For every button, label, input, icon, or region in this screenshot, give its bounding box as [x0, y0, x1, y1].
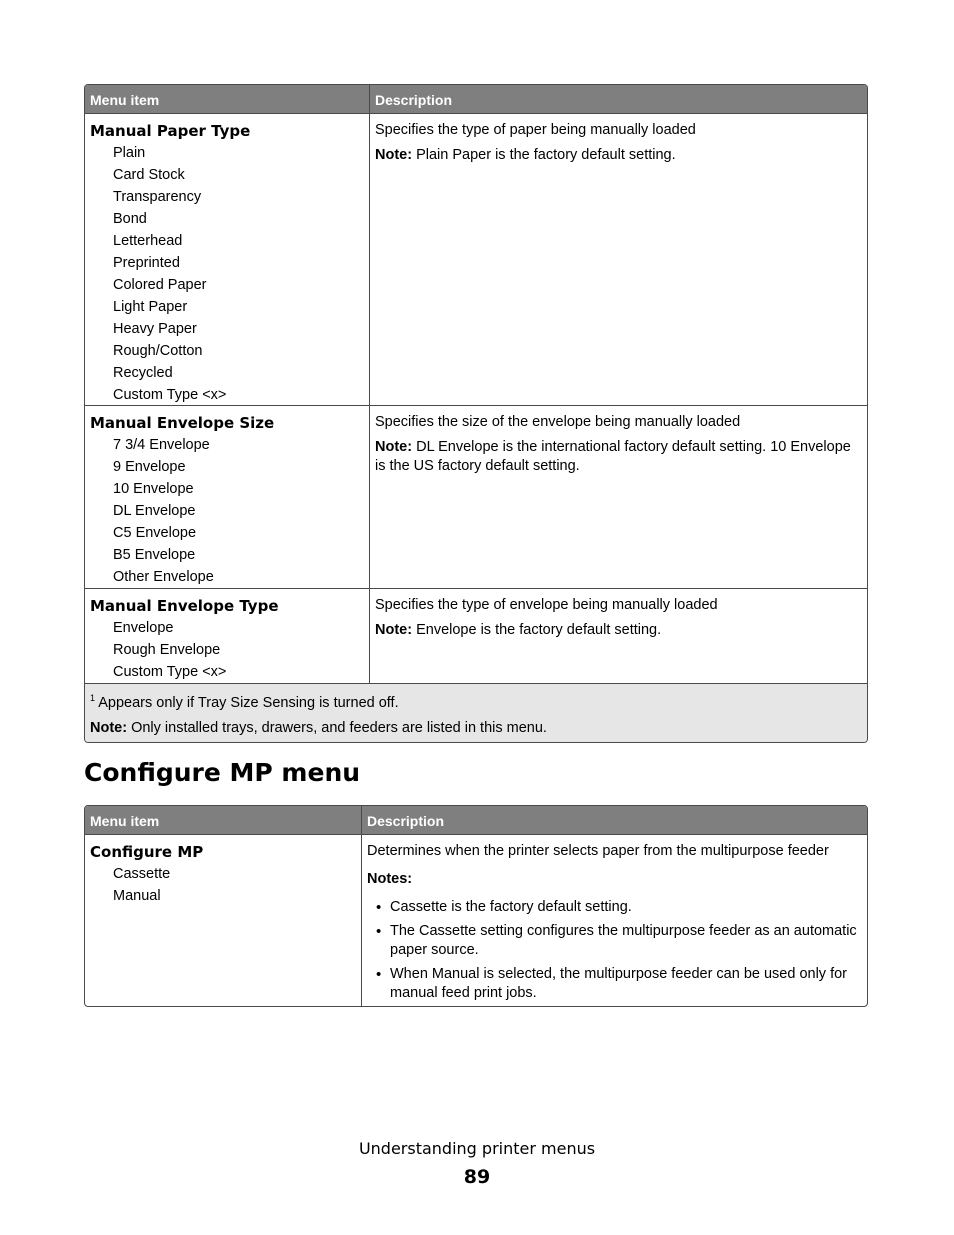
option: Rough/Cotton	[113, 343, 203, 359]
note-text: Plain Paper is the factory default setting.	[412, 147, 676, 163]
footnote-line	[90, 689, 862, 713]
description-text: Specifies the type of envelope being manually loaded	[375, 597, 718, 613]
note	[375, 146, 863, 165]
footer-title: Understanding printer menus	[358, 1139, 596, 1158]
option: 9 Envelope	[113, 459, 186, 475]
menu-item-cell	[85, 114, 370, 405]
option: Card Stock	[113, 167, 185, 183]
footnote-text: Appears only if Tray Size Sensing is turned off.	[95, 695, 399, 711]
menu-item-cell	[85, 406, 370, 588]
description-text: Specifies the type of paper being manually loaded	[375, 122, 696, 138]
table-row	[85, 588, 867, 683]
menu-item-title: Manual Envelope Type	[90, 597, 279, 615]
menu-item-cell	[85, 589, 370, 683]
header-menu-item: Menu item	[85, 806, 362, 834]
option: Bond	[113, 211, 147, 227]
table-row	[85, 405, 867, 588]
option: Other Envelope	[113, 569, 214, 585]
option: Colored Paper	[113, 277, 207, 293]
option: 7 3/4 Envelope	[113, 437, 210, 453]
description-cell	[370, 589, 867, 683]
notes-list	[367, 898, 863, 1003]
header-description: Description	[375, 92, 453, 108]
table-row	[85, 113, 867, 405]
menu-item-title: Manual Paper Type	[90, 122, 251, 140]
option: Custom Type <x>	[113, 664, 227, 680]
option: Envelope	[113, 620, 174, 636]
note	[375, 621, 863, 640]
note-label: Note:	[375, 439, 413, 455]
option: Rough Envelope	[113, 642, 221, 658]
description-cell	[370, 406, 867, 588]
option: Plain	[113, 145, 146, 161]
option: DL Envelope	[113, 503, 196, 519]
description-cell	[362, 835, 867, 1006]
option: Manual	[113, 888, 161, 904]
list-item: • The Cassette setting configures the multipurpose feeder as an automatic paper source.	[367, 922, 863, 960]
list-item: • When Manual is selected, the multipurpose feeder can be used only for manual feed print jobs.	[367, 965, 863, 1003]
menu-table-paper	[84, 84, 868, 743]
footnote-note	[90, 719, 862, 738]
option: 10 Envelope	[113, 481, 194, 497]
notes-label: Notes:	[367, 871, 413, 887]
menu-item-title: Configure MP	[90, 843, 204, 861]
note-text: Only installed trays, drawers, and feeders are listed in this menu.	[127, 720, 547, 736]
option: Transparency	[113, 189, 202, 205]
header-menu-item: Menu item	[85, 85, 370, 113]
option: C5 Envelope	[113, 525, 197, 541]
section-heading: Configure MP menu	[84, 758, 361, 787]
option: Letterhead	[113, 233, 183, 249]
menu-item-title: Manual Envelope Size	[90, 414, 275, 432]
page-number: 89	[463, 1166, 491, 1188]
note-label: Note:	[375, 622, 413, 638]
table-row	[85, 834, 867, 1006]
description-cell	[370, 114, 867, 405]
note-label: Note:	[375, 147, 413, 163]
option: Preprinted	[113, 255, 180, 271]
option: Cassette	[113, 866, 171, 882]
option: Heavy Paper	[113, 321, 197, 337]
footnote-marker: 1	[90, 693, 96, 703]
description-text: Specifies the size of the envelope being manually loaded	[375, 414, 741, 430]
header-description: Description	[367, 813, 445, 829]
description-text: Determines when the printer selects paper from the multipurpose feeder	[367, 843, 829, 859]
table-footnote	[85, 683, 867, 742]
menu-item-cell	[85, 835, 362, 1006]
note-text: Envelope is the factory default setting.	[412, 622, 662, 638]
option: B5 Envelope	[113, 547, 196, 563]
option: Custom Type <x>	[113, 387, 227, 403]
table-header	[85, 85, 867, 113]
note-text: DL Envelope is the international factory default setting. 10 Envelope is the US factory default setting.	[375, 439, 851, 474]
list-item: • Cassette is the factory default setting.	[367, 898, 863, 917]
option: Recycled	[113, 365, 173, 381]
menu-table-configure-mp	[84, 805, 868, 1007]
option: Light Paper	[113, 299, 188, 315]
table-header	[85, 806, 867, 834]
note	[375, 438, 863, 476]
note-label: Note:	[90, 720, 128, 736]
